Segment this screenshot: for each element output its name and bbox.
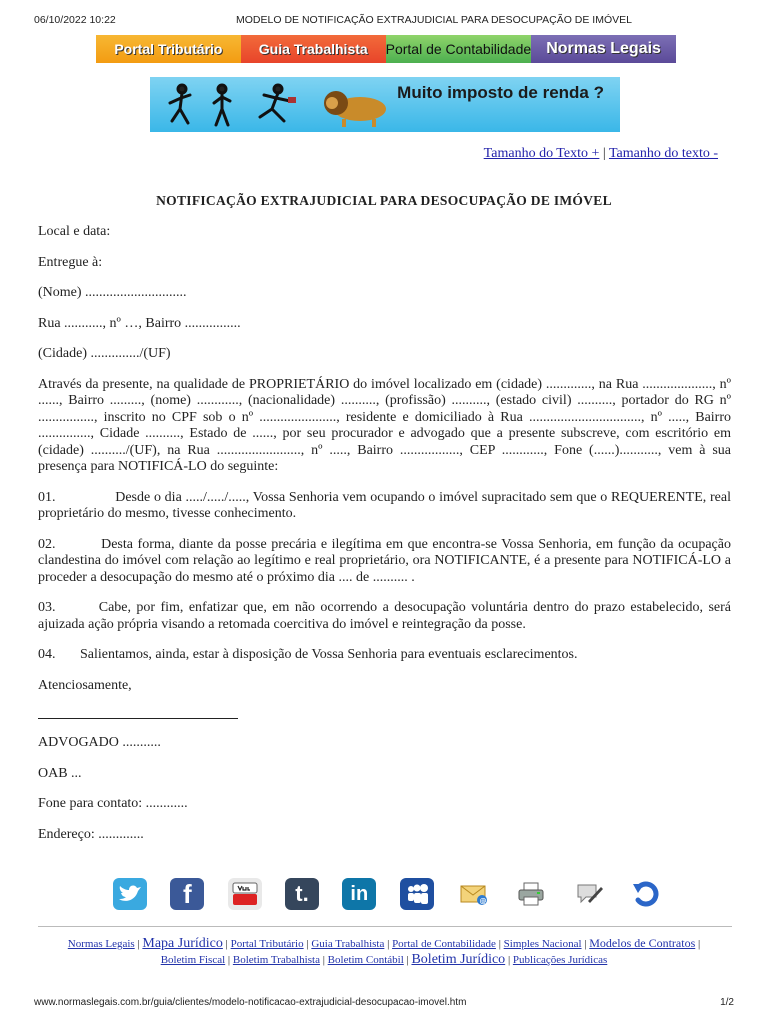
share-icons xyxy=(113,876,663,912)
footer-links-row-2 xyxy=(40,952,728,968)
ad-banner[interactable] xyxy=(150,77,620,132)
local-data-line: Local e data: xyxy=(38,224,111,239)
text-size-decrease-link[interactable]: Tamanho do texto - xyxy=(608,146,718,161)
footer-link-boletim-juridico[interactable]: Boletim Jurídico xyxy=(411,952,506,967)
footer-link-boletim-contabil[interactable]: Boletim Contábil xyxy=(327,954,404,966)
twitter-icon[interactable] xyxy=(113,878,147,910)
closing-line: Atenciosamente, xyxy=(38,677,132,693)
entregue-line: Entregue à: xyxy=(38,254,103,270)
comment-icon[interactable] xyxy=(572,878,606,910)
banner-normas-legais[interactable]: Normas Legais xyxy=(531,35,676,63)
rua-line: Rua ..........., nº …, Bairro ................ xyxy=(38,315,241,331)
separator: | xyxy=(698,938,701,950)
banner-guia-trabalhista[interactable]: Guia Trabalhista xyxy=(241,35,386,63)
separator: | xyxy=(406,954,409,966)
separator: | xyxy=(498,938,501,950)
separator: | xyxy=(137,938,140,950)
item-03: 03. Cabe, por fim, enfatizar que, em não ocorrendo a desocupação voluntária dentro do prazo estabelecido, será ajuizada ação própria visando a retomada coercitiva do imóvel e reintegração da posse. xyxy=(38,600,735,632)
footer-link-boletim-trabalhista[interactable]: Boletim Trabalhista xyxy=(232,954,320,966)
footer-link-simples-nacional[interactable]: Simples Nacional xyxy=(503,938,582,950)
myspace-icon[interactable] xyxy=(400,878,434,910)
print-title: MODELO DE NOTIFICAÇÃO EXTRAJUDICIAL PARA DESOCUPAÇÃO DE IMÓVEL xyxy=(236,14,632,26)
facebook-icon[interactable]: f xyxy=(170,878,204,910)
intro-paragraph: Através da presente, na qualidade de PROPRIETÁRIO do imóvel localizado em (cidade) ............., na Rua ...................., nº ......, Bairro ........., (nome) ............, (nacionalidade) .........., (profissão) .........., (estado civil) .........., portador do RG nº ................, inscrito no CPF sob o nº ......................, residente e domiciliado à Rua ................................, nº ....., Bairro ..............., Cidade .........., Estado de ......, por seu procurador e advogado que a presente subscreve, com escritório em (cidade) ........../(UF), na Rua ........................, nº ....., Bairro ................., CEP ............, Fone (......)..........., vem à sua presença para NOTIFICÁ-LO do seguinte: xyxy=(38,376,731,474)
banner-portal-tributario[interactable]: Portal Tributário xyxy=(96,35,241,63)
separator: | xyxy=(322,954,325,966)
separator: | xyxy=(602,146,606,161)
youtube-icon[interactable] xyxy=(228,878,262,910)
oab-line: OAB ... xyxy=(38,765,82,781)
print-icon[interactable] xyxy=(514,878,548,910)
separator: | xyxy=(306,938,309,950)
footer-link-modelos-contratos[interactable]: Modelos de Contratos xyxy=(589,936,696,950)
footer-link-guia-trabalhista[interactable]: Guia Trabalhista xyxy=(311,938,385,950)
page-number: 1/2 xyxy=(720,997,734,1008)
separator: | xyxy=(387,938,390,950)
fone-line: Fone para contato: ............ xyxy=(38,796,188,811)
footer-link-portal-tributario[interactable]: Portal Tributário xyxy=(230,938,304,950)
svg-text:@: @ xyxy=(479,897,487,905)
endereco-line: Endereço: ............. xyxy=(38,826,144,842)
footer-link-mapa-juridico[interactable]: Mapa Jurídico xyxy=(142,936,223,951)
item-01: 01. Desde o dia ...../...../....., Vossa Senhoria vem ocupando o imóvel supracitado sem que o REQUERENTE, real proprietário do mesmo, tivesse conhecimento. xyxy=(38,489,735,521)
cidade-line: (Cidade) ............../(UF) xyxy=(38,346,171,361)
document-body xyxy=(38,224,735,843)
advogado-line: ADVOGADO ........... xyxy=(38,735,161,750)
text-size-controls xyxy=(484,146,718,162)
footer-link-publicacoes-juridicas[interactable]: Publicações Jurídicas xyxy=(512,954,608,966)
signature-line xyxy=(38,718,238,719)
footer-links xyxy=(40,935,728,968)
separator: | xyxy=(227,954,231,966)
item-04: 04. Salientamos, ainda, estar à disposição de Vossa Senhoria para eventuais esclarecimentos. xyxy=(38,647,578,662)
email-icon[interactable] xyxy=(457,878,491,910)
footer-link-normas-legais[interactable]: Normas Legais xyxy=(67,938,135,950)
tumblr-icon[interactable]: t. xyxy=(285,878,319,910)
document-title: NOTIFICAÇÃO EXTRAJUDICIAL PARA DESOCUPAÇÃO DE IMÓVEL xyxy=(156,193,612,208)
separator: | xyxy=(507,954,511,966)
separator: | xyxy=(225,938,228,950)
footer-link-boletim-fiscal[interactable]: Boletim Fiscal xyxy=(160,954,226,966)
portal-banner xyxy=(96,35,676,63)
nome-line: (Nome) ............................. xyxy=(38,285,187,300)
linkedin-icon[interactable]: in xyxy=(342,878,376,910)
banner-portal-contabilidade[interactable]: Portal de Contabilidade xyxy=(386,35,532,63)
running-people-lion-illustration xyxy=(160,81,390,129)
footer-link-portal-contabilidade[interactable]: Portal de Contabilidade xyxy=(392,938,496,950)
item-02: 02. Desta forma, diante da posse precária e ilegítima em que encontra-se Vossa Senhoria, em função da ocupação clandestina do imóvel com relação ao legítimo e real proprietário, ora NOTIFICANTE, é a presente para NOTIFICÁ-LO a proceder a desocupação do mesmo até o próximo dia .... de .......... . xyxy=(38,536,735,585)
text-size-increase-link[interactable]: Tamanho do Texto + xyxy=(483,146,600,161)
footer-divider xyxy=(38,926,732,927)
print-datetime: 06/10/2022 10:22 xyxy=(34,14,116,26)
ad-headline: Muito imposto de renda ? xyxy=(397,83,604,102)
footer-links-row-1 xyxy=(40,935,728,952)
separator: | xyxy=(584,938,587,950)
print-url: www.normaslegais.com.br/guia/clientes/modelo-notificacao-extrajudicial-desocupacao-imovel.htm xyxy=(34,997,467,1008)
print-footer xyxy=(34,997,734,1008)
back-icon[interactable] xyxy=(629,878,663,910)
